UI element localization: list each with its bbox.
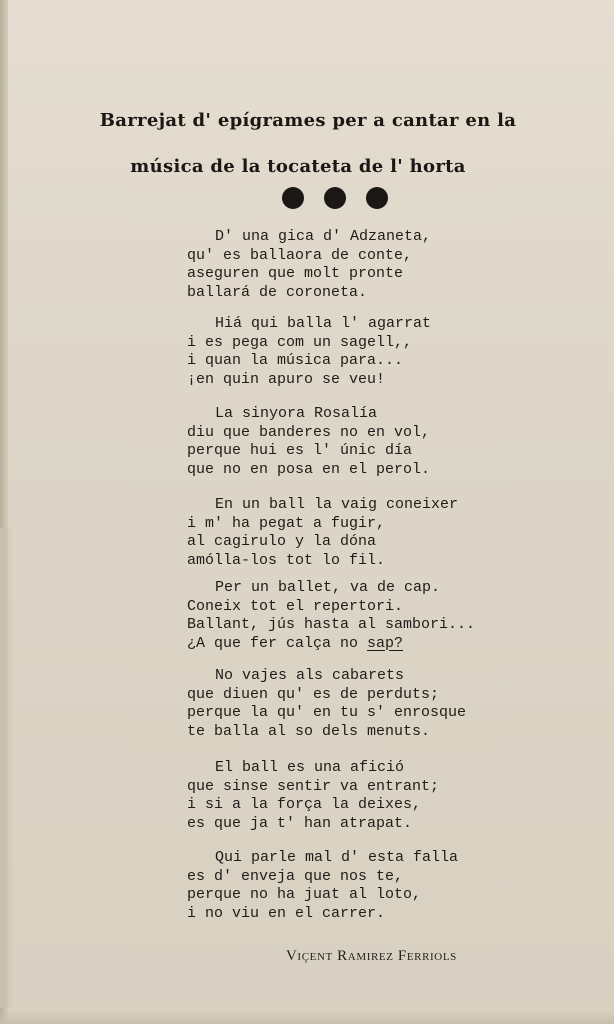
stanza-7: [187, 759, 487, 833]
stanza-3: [187, 405, 487, 479]
stanza-line: i no viu en el carrer.: [187, 904, 386, 922]
title-line-1: Barrejat d' epígrames per a cantar en la: [99, 110, 517, 131]
stanza-line: perque la qu' en tu s' enrosque: [187, 704, 467, 721]
stanza-line: ¡en quin apuro se veu!: [187, 370, 386, 388]
ornament-dot-icon: [324, 187, 346, 209]
stanza-line: No vajes als cabarets: [215, 667, 405, 684]
ornament-dot-icon: [282, 187, 304, 209]
stanza-line: qu' es ballaora de conte,: [187, 246, 413, 264]
stanza-line: El ball es una afició: [215, 759, 405, 776]
page-fold-shadow: [0, 528, 14, 1008]
stanza-line: En un ball la vaig coneixer: [215, 496, 459, 513]
stanza-line: Hiá qui balla l' agarrat: [215, 315, 432, 332]
stanza-line: amólla-los tot lo fil.: [187, 551, 386, 569]
author-signature: Viçent Ramirez Ferriols: [286, 948, 457, 964]
underlined-word: sap?: [367, 634, 404, 652]
stanza-line: que diuen qu' es de perduts;: [187, 685, 440, 703]
stanza-line: perque no ha juat al loto,: [187, 886, 422, 903]
stanza-8: [187, 849, 487, 923]
stanza-line: i m' ha pegat a fugir,: [187, 514, 386, 532]
stanza-line: que sinse sentir va entrant;: [187, 777, 440, 795]
stanza-line: perque hui es l' únic día: [187, 442, 413, 459]
title-line-2: música de la tocateta de l' horta: [130, 156, 466, 177]
stanza-line: aseguren que molt pronte: [187, 265, 404, 282]
stanza-line: diu que banderes no en vol,: [187, 423, 431, 441]
stanza-line: Coneix tot el repertori.: [187, 597, 404, 615]
stanza-line: i si a la força la deixes,: [187, 796, 422, 813]
ornament-dots: [282, 187, 392, 211]
stanza-line: te balla al so dels menuts.: [187, 722, 431, 740]
stanza-2: [187, 315, 487, 389]
stanza-line-text: ¿A que fer calça no: [187, 634, 368, 652]
stanza-6: [187, 667, 487, 741]
stanza-line: Ballant, jús hasta al sambori...: [187, 616, 476, 633]
page-bottom-edge: [0, 1010, 614, 1024]
stanza-line: Qui parle mal d' esta falla: [215, 849, 459, 866]
stanza-4: [187, 496, 487, 570]
stanza-line: al cagirulo y la dóna: [187, 533, 377, 550]
stanza-5: [187, 579, 487, 653]
stanza-line: i quan la música para...: [187, 352, 404, 369]
stanza-line: es que ja t' han atrapat.: [187, 814, 413, 832]
stanza-line: i es pega com un sagell,,: [187, 333, 413, 351]
stanza-line: La sinyora Rosalía: [215, 405, 378, 422]
stanza-line: es d' enveja que nos te,: [187, 867, 404, 885]
stanza-line: que no en posa en el perol.: [187, 460, 431, 478]
stanza-line: [187, 635, 487, 654]
stanza-line: D' una gica d' Adzaneta,: [215, 228, 432, 245]
ornament-dot-icon: [366, 187, 388, 209]
stanza-line: Per un ballet, va de cap.: [215, 579, 441, 596]
stanza-1: [187, 228, 487, 302]
stanza-line: ballará de coroneta.: [187, 283, 368, 301]
